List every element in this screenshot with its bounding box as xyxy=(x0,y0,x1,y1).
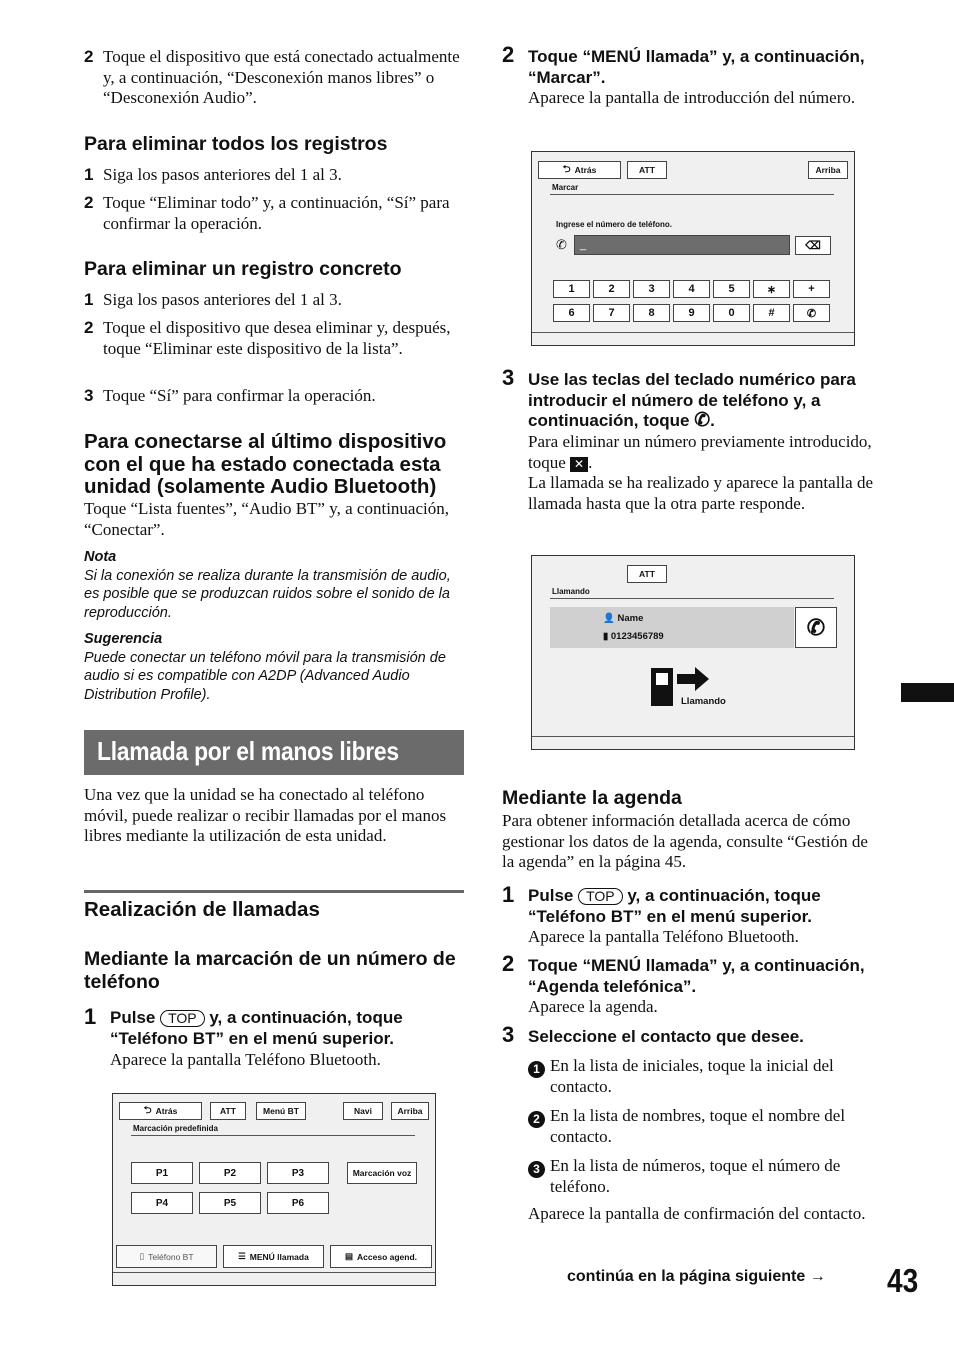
step-text: Siga los pasos anteriores del 1 al 3. xyxy=(103,165,342,184)
step-number: 1 xyxy=(84,165,94,184)
step-text: Use las teclas del teclado numérico para introducir el número de teléfono y, a continuación, toque ✆. xyxy=(528,370,856,431)
sub-bullet: 3 xyxy=(528,1156,548,1178)
key-6[interactable]: 6 xyxy=(553,304,590,322)
calling-status: Llamando xyxy=(681,696,726,707)
tip-text: Puede conectar un teléfono móvil para la transmisión de audio si es compatible con A2DP (Advanced Audio Distribution Profile). xyxy=(84,650,446,703)
hang-up-button[interactable] xyxy=(795,607,837,648)
section-banner xyxy=(84,730,464,775)
att-button[interactable]: ATT xyxy=(210,1102,246,1120)
tab-bt-phone[interactable]: ▯ Teléfono BT xyxy=(116,1245,217,1268)
step-number: 1 xyxy=(84,1004,97,1029)
delete-key[interactable] xyxy=(795,236,831,255)
step-number: 3 xyxy=(502,365,515,390)
number-entry-field[interactable]: _ xyxy=(574,235,790,255)
phone-icon: ▯ xyxy=(139,1251,145,1261)
key-plus[interactable]: + xyxy=(793,280,830,298)
screen-label: Marcar xyxy=(552,183,579,192)
key-2[interactable]: 2 xyxy=(593,280,630,298)
step-result: Aparece la pantalla Teléfono Bluetooth. xyxy=(528,927,799,946)
preset-p6[interactable]: P6 xyxy=(267,1192,329,1214)
step-number: 3 xyxy=(84,386,94,405)
key-1[interactable]: 1 xyxy=(553,280,590,298)
step-text: Toque el dispositivo que desea eliminar y, después, toque “Eliminar este dispositivo de la lista”. xyxy=(103,318,451,358)
key-7[interactable]: 7 xyxy=(593,304,630,322)
section-title: Llamada por el manos libres xyxy=(97,736,399,766)
preset-p5[interactable]: P5 xyxy=(199,1192,261,1214)
step-result: Aparece la agenda. xyxy=(528,997,658,1016)
up-button[interactable]: Arriba xyxy=(391,1102,429,1120)
tab-call-menu[interactable]: ☰ MENÚ llamada xyxy=(223,1245,324,1268)
step-number: 2 xyxy=(502,951,515,976)
key-4[interactable]: 4 xyxy=(673,280,710,298)
step-number: 2 xyxy=(84,193,94,212)
preset-p4[interactable]: P4 xyxy=(131,1192,193,1214)
menu-icon: ☰ xyxy=(238,1251,246,1261)
step-number: 3 xyxy=(502,1022,515,1047)
key-3[interactable]: 3 xyxy=(633,280,670,298)
preset-p1[interactable]: P1 xyxy=(131,1162,193,1184)
voice-dial-button[interactable]: Marcación voz xyxy=(347,1162,417,1184)
back-button[interactable]: ⮌ Atrás xyxy=(119,1102,202,1120)
step-number: 2 xyxy=(502,42,515,67)
divider xyxy=(532,736,854,737)
heading-delete-one: Para eliminar un registro concreto xyxy=(84,258,402,280)
person-icon: 👤 xyxy=(603,613,615,624)
step-text: Toque “Eliminar todo” y, a continuación, “Sí” para confirmar la operación. xyxy=(103,193,450,233)
step-number: 1 xyxy=(84,290,94,309)
bt-menu-button[interactable]: Menú BT xyxy=(256,1102,306,1120)
back-button[interactable]: ⮌ Atrás xyxy=(538,161,621,179)
back-arrow-icon: ⮌ xyxy=(143,1104,152,1116)
heading-dial-number: Mediante la marcación de un número de teléfono xyxy=(84,948,456,993)
navi-button[interactable]: Navi xyxy=(343,1102,383,1120)
divider xyxy=(550,194,834,195)
step-number: 2 xyxy=(84,47,94,66)
backspace-icon: ⌫ xyxy=(805,240,821,252)
divider xyxy=(131,1135,415,1136)
up-button[interactable]: Arriba xyxy=(808,161,848,179)
step-text: Toque el dispositivo que está conectado actualmente y, a continuación, “Desconexión manos libres” o “Desconexión Audio”. xyxy=(103,47,460,107)
screen-label: Marcación predefinida xyxy=(133,1124,218,1133)
step-result: La llamada se ha realizado y aparece la pantalla de llamada hasta que la otra parte responde. xyxy=(528,473,873,513)
step-text: Toque “MENÚ llamada” y, a continuación, “Marcar”. xyxy=(528,47,865,87)
top-key: TOP xyxy=(160,1010,205,1027)
key-9[interactable]: 9 xyxy=(673,304,710,322)
arrow-head xyxy=(695,667,709,691)
hang-up-icon: ✆ xyxy=(806,614,826,640)
tip-title: Sugerencia xyxy=(84,631,163,647)
step-result: Para eliminar un número previamente introducido, toque ✕ . xyxy=(528,432,872,472)
dial-prompt: Ingrese el número de teléfono. xyxy=(556,220,673,229)
arrow-right-icon: → xyxy=(809,1268,826,1285)
step-text: Pulse TOP y, a continuación, toque “Teléfono BT” en el menú superior. xyxy=(528,886,821,926)
sub-bullet: 2 xyxy=(528,1106,548,1128)
phonebook-result: Aparece la pantalla de confirmación del contacto. xyxy=(528,1204,866,1223)
key-star[interactable]: ∗ xyxy=(753,280,790,298)
key-5[interactable]: 5 xyxy=(713,280,750,298)
note-text: Si la conexión se realiza durante la transmisión de audio, es posible que se produzcan ruidos sobre el sonido de la reproducción. xyxy=(84,568,451,621)
sub-step-text: En la lista de números, toque el número de teléfono. xyxy=(550,1156,841,1196)
step-text: Siga los pasos anteriores del 1 al 3. xyxy=(103,290,342,309)
bt-phone-screen xyxy=(112,1093,436,1286)
step-text: Pulse TOP y, a continuación, toque “Teléfono BT” en el menú superior. xyxy=(110,1008,403,1048)
mobile-icon: ▮ xyxy=(603,631,609,642)
contact-number-row: ▮ 0123456789 xyxy=(603,631,664,642)
key-8[interactable]: 8 xyxy=(633,304,670,322)
step-text: Toque “Sí” para confirmar la operación. xyxy=(103,386,376,405)
step-result: Aparece la pantalla Teléfono Bluetooth. xyxy=(110,1050,381,1069)
key-hash[interactable]: # xyxy=(753,304,790,322)
call-key[interactable] xyxy=(793,304,830,322)
screen-label: Llamando xyxy=(552,587,590,596)
phonebook-intro: Para obtener información detallada acerca de cómo gestionar los datos de la agenda, consulte “Gestión de la agenda” en la página 45. xyxy=(502,811,868,871)
heading-make-calls: Realización de llamadas xyxy=(84,898,320,921)
step-result: Aparece la pantalla de introducción del número. xyxy=(528,88,856,107)
divider xyxy=(84,890,464,893)
step-text: Toque “MENÚ llamada” y, a continuación, “Agenda telefónica”. xyxy=(528,956,865,996)
heading-phonebook: Mediante la agenda xyxy=(502,787,682,809)
heading-delete-all: Para eliminar todos los registros xyxy=(84,133,388,155)
preset-p3[interactable]: P3 xyxy=(267,1162,329,1184)
phonebook-icon: ▤ xyxy=(344,1251,354,1261)
divider xyxy=(550,598,834,599)
divider xyxy=(113,1272,435,1273)
back-arrow-icon: ⮌ xyxy=(562,163,571,175)
top-key: TOP xyxy=(578,888,623,905)
handset-icon: ✆ xyxy=(556,237,567,252)
key-0[interactable]: 0 xyxy=(713,304,750,322)
mobile-icon xyxy=(651,668,673,706)
backspace-icon: ✕ xyxy=(570,457,588,472)
contact-name-row: 👤 Name xyxy=(603,613,644,624)
connect-last-text: Toque “Lista fuentes”, “Audio BT” y, a continuación, “Conectar”. xyxy=(84,499,449,539)
step-number: 1 xyxy=(502,882,515,907)
step-text: Seleccione el contacto que desee. xyxy=(528,1027,804,1046)
sub-bullet: 1 xyxy=(528,1056,548,1078)
handset-icon: ✆ xyxy=(806,307,817,320)
att-button[interactable]: ATT xyxy=(627,161,667,179)
sub-step-text: En la lista de nombres, toque el nombre del contacto. xyxy=(550,1106,846,1146)
divider xyxy=(532,332,854,333)
tab-phonebook[interactable]: ▤ Acceso agend. xyxy=(330,1245,432,1268)
dial-screen xyxy=(531,151,855,346)
section-intro: Una vez que la unidad se ha conectado al teléfono móvil, puede realizar o recibir llamadas por el manos libres mediante la utilización de esta unidad. xyxy=(84,785,447,845)
step-number: 2 xyxy=(84,318,94,337)
sub-step-text: En la lista de iniciales, toque la inicial del contacto. xyxy=(550,1056,834,1096)
calling-screen xyxy=(531,555,855,750)
contact-panel xyxy=(550,607,794,648)
note-title: Nota xyxy=(84,549,117,565)
page-number: 43 xyxy=(887,1262,919,1299)
preset-p2[interactable]: P2 xyxy=(199,1162,261,1184)
att-button[interactable]: ATT xyxy=(627,565,667,583)
edge-tab-marker xyxy=(901,683,954,702)
heading-connect-last: Para conectarse al último dispositivo con el que ha estado conectada esta unidad (solamente Audio Bluetooth) xyxy=(84,430,447,498)
continue-note: continúa en la página siguiente → xyxy=(567,1268,826,1285)
handset-icon: ✆ xyxy=(694,410,711,431)
arrow-right-icon xyxy=(677,674,697,684)
